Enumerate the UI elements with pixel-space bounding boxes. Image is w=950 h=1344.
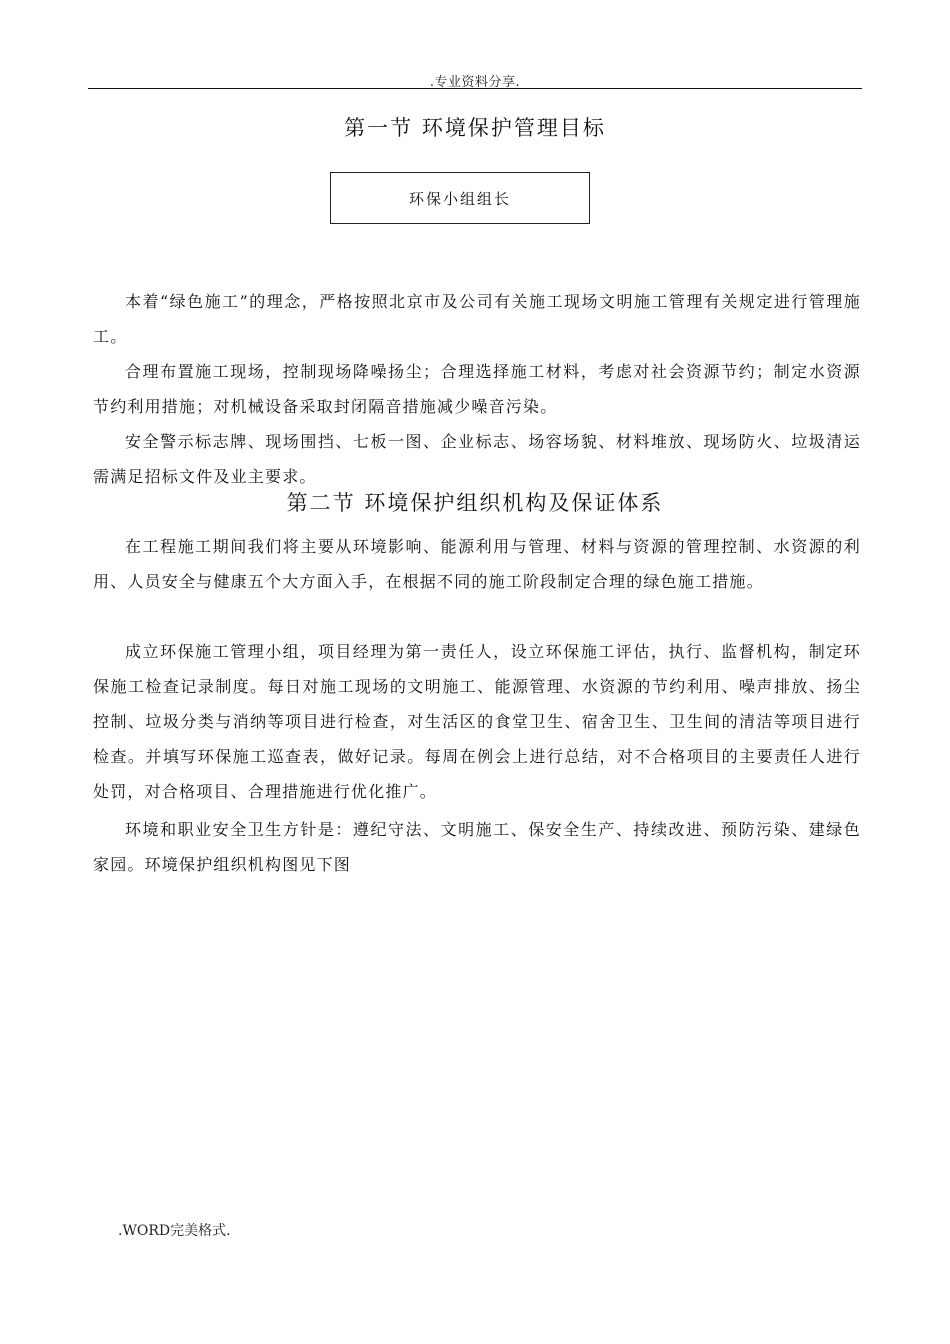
section-1-paragraph-1: 本着“绿色施工”的理念，严格按照北京市及公司有关施工现场文明施工管理有关规定进行管理施工。 [93,292,861,346]
org-chart-box-leader: 环保小组组长 [330,172,590,224]
page-header: .专业资料分享. [429,75,521,90]
section-1-paragraph-2: 合理布置施工现场，控制现场降噪扬尘；合理选择施工材料，考虑对社会资源节约；制定水资源节约利用措施；对机械设备采取封闭隔音措施减少噪音污染。 [93,362,861,416]
page-footer: .WORD完美格式. [118,1223,231,1239]
section-2-paragraph-1: 在工程施工期间我们将主要从环境影响、能源利用与管理、材料与资源的管理控制、水资源的利用、人员安全与健康五个大方面入手，在根据不同的施工阶段制定合理的绿色施工措施。 [93,537,861,591]
section-2-paragraph-3: 环境和职业安全卫生方针是：遵纪守法、文明施工、保安全生产、持续改进、预防污染、建绿色家园。环境保护组织机构图见下图 [93,820,861,874]
section-2-paragraph-2: 成立环保施工管理小组，项目经理为第一责任人，设立环保施工评估，执行、监督机构，制定环保施工检查记录制度。每日对施工现场的文明施工、能源管理、水资源的节约利用、噪声排放、扬尘控制、垃圾分类与消纳等项目进行检查，对生活区的食堂卫生、宿舍卫生、卫生间的清洁等项目进行检查。并填写环保施工巡查表，做好记录。每周在例会上进行总结，对不合格项目的主要责任人进行处罚，对合格项目、合理措施进行优化推广。 [93,642,861,801]
section-1-paragraph-3: 安全警示标志牌、现场围挡、七板一图、企业标志、场容场貌、材料堆放、现场防火、垃圾清运需满足招标文件及业主要求。 [93,432,861,486]
section-2-title: 第二节 环境保护组织机构及保证体系 [286,491,664,515]
header-divider [88,88,862,89]
section-1-title: 第一节 环境保护管理目标 [344,116,606,140]
